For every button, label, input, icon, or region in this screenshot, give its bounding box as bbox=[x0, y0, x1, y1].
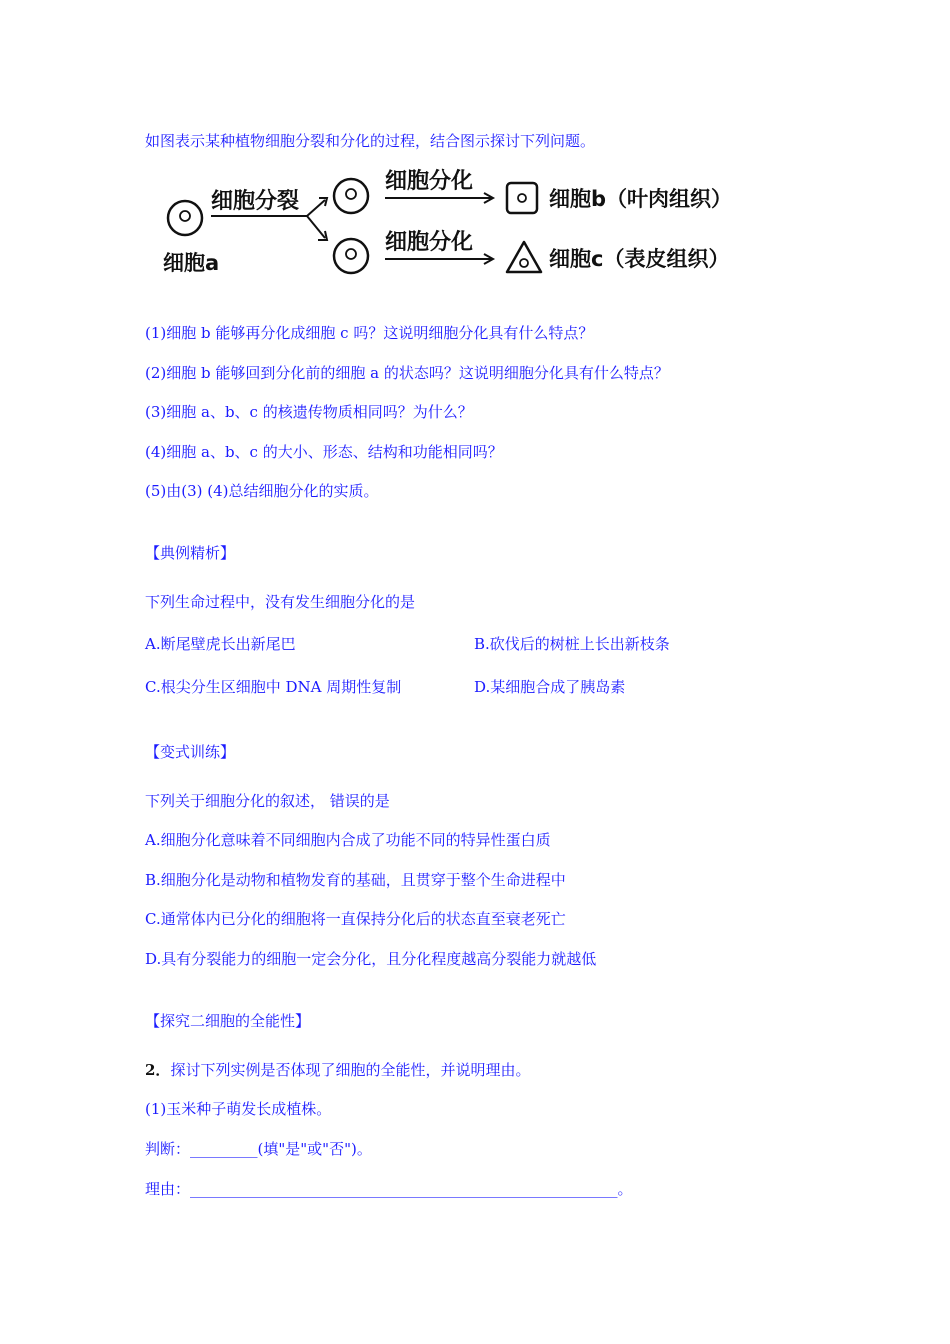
judge-label: 判断： bbox=[145, 1140, 191, 1158]
differentiation-label-top: 细胞分化 bbox=[385, 169, 474, 194]
cell-a-label: 细胞a bbox=[163, 251, 220, 275]
reason-line bbox=[145, 1179, 633, 1199]
example-option-a: A.断尾壁虎长出新尾巴 bbox=[145, 635, 296, 653]
example-heading: 【典例精析】 bbox=[145, 544, 236, 562]
variant-option-b: B.细胞分化是动物和植物发育的基础，且贯穿于整个生命进程中 bbox=[145, 871, 566, 889]
example-option-c: C.根尖分生区细胞中 DNA 周期性复制 bbox=[145, 678, 402, 696]
cell-b-label: 细胞b（叶肉组织） bbox=[549, 187, 733, 211]
variant-option-a: A.细胞分化意味着不同细胞内合成了功能不同的特异性蛋白质 bbox=[145, 831, 551, 849]
example-option-d: D.某细胞合成了胰岛素 bbox=[474, 678, 626, 696]
question-2: (2)细胞 b 能够回到分化前的细胞 a 的状态吗？这说明细胞分化具有什么特点？ bbox=[145, 364, 669, 382]
question-3: (3)细胞 a、b、c 的核遗传物质相同吗？为什么？ bbox=[145, 403, 473, 421]
cell-a-shape bbox=[168, 201, 202, 235]
division-label: 细胞分裂 bbox=[211, 189, 300, 214]
question-text: 探讨下列实例是否体现了细胞的全能性，并说明理由。 bbox=[170, 1061, 531, 1079]
cell-c-label: 细胞c（表皮组织） bbox=[549, 247, 730, 271]
judge-blank[interactable]: _________ bbox=[190, 1140, 258, 1158]
question-5: (5)由(3) (4)总结细胞分化的实质。 bbox=[145, 482, 379, 500]
reason-label: 理由： bbox=[145, 1180, 191, 1198]
variant-option-d: D.具有分裂能力的细胞一定会分化，且分化程度越高分裂能力就越低 bbox=[145, 950, 597, 968]
judge-line bbox=[145, 1139, 372, 1159]
question-number: 2． bbox=[145, 1061, 171, 1079]
question-1: (1)细胞 b 能够再分化成细胞 c 吗？这说明细胞分化具有什么特点？ bbox=[145, 324, 594, 342]
judge-hint: (填"是"或"否")。 bbox=[257, 1140, 372, 1158]
reason-end: 。 bbox=[617, 1180, 633, 1198]
variant-heading: 【变式训练】 bbox=[145, 743, 236, 761]
intro-text: 如图表示某种植物细胞分裂和分化的过程，结合图示探讨下列问题。 bbox=[145, 132, 596, 150]
question-4: (4)细胞 a、b、c 的大小、形态、结构和功能相同吗？ bbox=[145, 443, 503, 461]
explore-item-1: (1)玉米种子萌发长成植株。 bbox=[145, 1100, 332, 1118]
variant-option-c: C.通常体内已分化的细胞将一直保持分化后的状态直至衰老死亡 bbox=[145, 910, 566, 928]
cell-b-shape bbox=[507, 183, 537, 213]
daughter-cell-top-shape bbox=[334, 179, 368, 213]
differentiation-label-bottom: 细胞分化 bbox=[385, 230, 474, 255]
example-option-b: B.砍伐后的树桩上长出新枝条 bbox=[474, 635, 670, 653]
explore-heading: 【探究二细胞的全能性】 bbox=[145, 1012, 311, 1030]
cell-differentiation-diagram bbox=[157, 168, 767, 283]
explore-question bbox=[145, 1060, 530, 1080]
reason-blank[interactable]: _________________________________________________________ bbox=[190, 1180, 618, 1198]
variant-stem: 下列关于细胞分化的叙述， 错误的是 bbox=[145, 792, 390, 810]
example-stem: 下列生命过程中，没有发生细胞分化的是 bbox=[145, 593, 416, 611]
daughter-cell-bottom-shape bbox=[334, 239, 368, 273]
